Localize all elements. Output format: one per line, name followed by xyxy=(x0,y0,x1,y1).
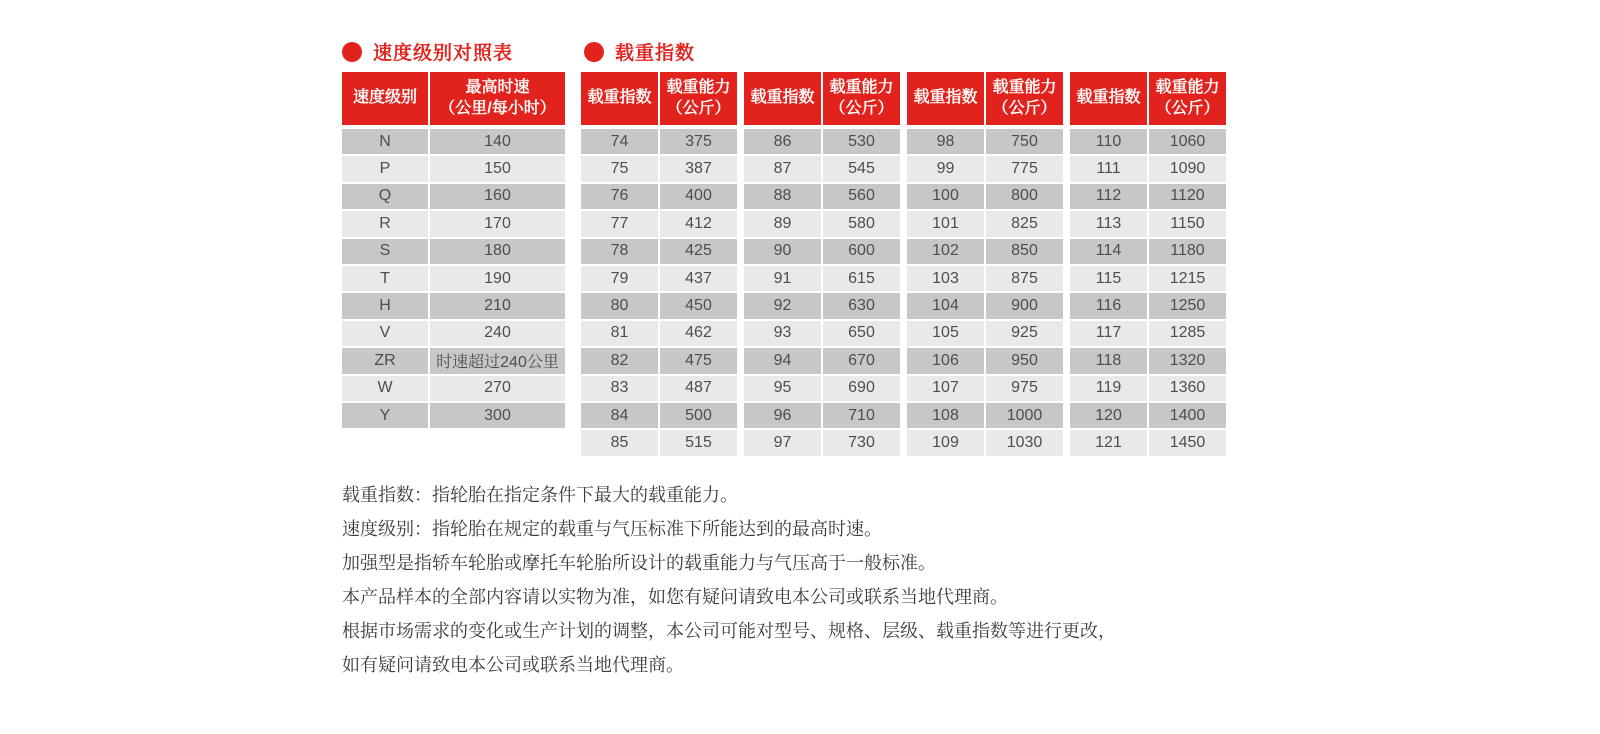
load-index-row xyxy=(744,293,900,318)
load-index-cell: 108 xyxy=(907,403,984,428)
load-capacity-cell: 387 xyxy=(660,156,737,181)
max-speed-cell: 160 xyxy=(430,184,565,209)
load-index-cell: 117 xyxy=(1070,321,1147,346)
load-index-cell: 88 xyxy=(744,184,821,209)
load-index-cell: 101 xyxy=(907,211,984,236)
load-index-column-header: 载重指数 xyxy=(1070,72,1147,125)
load-index-row xyxy=(1070,376,1226,401)
load-index-group xyxy=(907,72,1063,458)
load-index-cell: 114 xyxy=(1070,239,1147,264)
load-index-cell: 77 xyxy=(581,211,658,236)
load-capacity-cell: 800 xyxy=(986,184,1063,209)
load-index-row xyxy=(1070,293,1226,318)
load-index-row xyxy=(1070,211,1226,236)
load-capacity-cell: 825 xyxy=(986,211,1063,236)
load-index-cell: 74 xyxy=(581,129,658,154)
load-index-cell: 86 xyxy=(744,129,821,154)
load-index-row xyxy=(581,348,737,373)
load-index-cell: 81 xyxy=(581,321,658,346)
max-speed-cell: 270 xyxy=(430,376,565,401)
max-speed-cell: 时速超过240公里 xyxy=(430,348,565,373)
load-index-cell: 99 xyxy=(907,156,984,181)
load-index-cell: 118 xyxy=(1070,348,1147,373)
load-index-row xyxy=(1070,129,1226,154)
load-index-row xyxy=(907,156,1063,181)
speed-rating-cell: W xyxy=(342,376,428,401)
load-capacity-cell: 412 xyxy=(660,211,737,236)
load-capacity-cell: 462 xyxy=(660,321,737,346)
load-index-row xyxy=(744,184,900,209)
load-capacity-cell: 690 xyxy=(823,376,900,401)
load-capacity-cell: 875 xyxy=(986,266,1063,291)
max-speed-cell: 170 xyxy=(430,211,565,236)
speed-table-row xyxy=(342,239,565,264)
load-index-cell: 95 xyxy=(744,376,821,401)
load-index-cell: 121 xyxy=(1070,430,1147,455)
load-index-cell: 85 xyxy=(581,430,658,455)
load-index-cell: 115 xyxy=(1070,266,1147,291)
load-index-group-header xyxy=(907,72,1063,125)
load-index-cell: 112 xyxy=(1070,184,1147,209)
load-index-cell: 102 xyxy=(907,239,984,264)
load-index-cell: 87 xyxy=(744,156,821,181)
load-index-row xyxy=(581,430,737,455)
max-speed-cell: 240 xyxy=(430,321,565,346)
load-index-row xyxy=(907,211,1063,236)
load-capacity-cell: 775 xyxy=(986,156,1063,181)
speed-rating-cell: Y xyxy=(342,403,428,428)
load-index-row xyxy=(581,321,737,346)
load-index-cell: 80 xyxy=(581,293,658,318)
load-capacity-cell: 1250 xyxy=(1149,293,1226,318)
load-index-group-header xyxy=(744,72,900,125)
load-capacity-column-header: 载重能力 （公斤） xyxy=(986,72,1063,125)
load-capacity-cell: 925 xyxy=(986,321,1063,346)
red-bullet-icon xyxy=(584,42,604,62)
speed-table-row xyxy=(342,211,565,236)
load-capacity-cell: 545 xyxy=(823,156,900,181)
speed-table-row xyxy=(342,293,565,318)
load-index-cell: 105 xyxy=(907,321,984,346)
load-index-table xyxy=(581,72,1226,458)
load-index-group-header xyxy=(1070,72,1226,125)
load-capacity-cell: 1285 xyxy=(1149,321,1226,346)
load-index-group xyxy=(1070,72,1226,458)
load-capacity-cell: 670 xyxy=(823,348,900,373)
max-speed-cell: 300 xyxy=(430,403,565,428)
load-index-row xyxy=(1070,266,1226,291)
max-speed-cell: 150 xyxy=(430,156,565,181)
speed-table-title-text: 速度级别对照表 xyxy=(373,43,514,64)
load-index-row xyxy=(1070,321,1226,346)
load-index-column-header: 载重指数 xyxy=(744,72,821,125)
load-capacity-cell: 950 xyxy=(986,348,1063,373)
load-capacity-cell: 615 xyxy=(823,266,900,291)
speed-table-row xyxy=(342,376,565,401)
load-capacity-column-header: 载重能力 （公斤） xyxy=(823,72,900,125)
load-index-cell: 104 xyxy=(907,293,984,318)
load-index-row xyxy=(744,430,900,455)
load-index-cell: 75 xyxy=(581,156,658,181)
load-capacity-cell: 750 xyxy=(986,129,1063,154)
load-capacity-cell: 400 xyxy=(660,184,737,209)
speed-table-row xyxy=(342,403,565,428)
note-line: 速度级别：指轮胎在规定的载重与气压标准下所能达到的最高时速。 xyxy=(342,519,882,539)
load-index-row xyxy=(581,211,737,236)
load-capacity-cell: 850 xyxy=(986,239,1063,264)
speed-rating-cell: R xyxy=(342,211,428,236)
load-index-cell: 96 xyxy=(744,403,821,428)
load-capacity-cell: 1215 xyxy=(1149,266,1226,291)
max-speed-column-header xyxy=(430,72,565,125)
load-index-row xyxy=(744,321,900,346)
speed-table-row xyxy=(342,184,565,209)
load-index-row xyxy=(581,156,737,181)
load-index-row xyxy=(1070,348,1226,373)
speed-table-title xyxy=(342,38,513,65)
load-index-cell: 83 xyxy=(581,376,658,401)
load-index-row xyxy=(1070,156,1226,181)
speed-rating-cell: H xyxy=(342,293,428,318)
load-capacity-cell: 1400 xyxy=(1149,403,1226,428)
load-index-cell: 97 xyxy=(744,430,821,455)
note-line: 载重指数：指轮胎在指定条件下最大的载重能力。 xyxy=(342,485,738,505)
load-capacity-cell: 600 xyxy=(823,239,900,264)
load-index-row xyxy=(744,239,900,264)
max-speed-cell: 210 xyxy=(430,293,565,318)
load-index-row xyxy=(907,184,1063,209)
speed-table-header xyxy=(342,72,565,125)
load-capacity-cell: 650 xyxy=(823,321,900,346)
load-capacity-cell: 1450 xyxy=(1149,430,1226,455)
load-capacity-cell: 730 xyxy=(823,430,900,455)
load-index-cell: 106 xyxy=(907,348,984,373)
load-capacity-cell: 437 xyxy=(660,266,737,291)
max-speed-cell: 190 xyxy=(430,266,565,291)
load-index-group xyxy=(581,72,737,458)
load-index-row xyxy=(581,129,737,154)
load-index-group-header xyxy=(581,72,737,125)
load-capacity-cell: 530 xyxy=(823,129,900,154)
speed-table-row xyxy=(342,129,565,154)
note-line: 加强型是指轿车轮胎或摩托车轮胎所设计的载重能力与气压高于一般标准。 xyxy=(342,553,936,573)
load-index-row xyxy=(581,239,737,264)
load-index-row xyxy=(581,184,737,209)
load-index-cell: 109 xyxy=(907,430,984,455)
load-index-cell: 103 xyxy=(907,266,984,291)
load-index-row xyxy=(907,376,1063,401)
load-index-cell: 107 xyxy=(907,376,984,401)
load-index-row xyxy=(907,321,1063,346)
note-line: 如有疑问请致电本公司或联系当地代理商。 xyxy=(342,655,684,675)
load-index-row xyxy=(744,376,900,401)
load-index-row xyxy=(907,293,1063,318)
load-index-row xyxy=(1070,239,1226,264)
load-index-row xyxy=(907,403,1063,428)
load-index-row xyxy=(1070,430,1226,455)
load-index-cell: 78 xyxy=(581,239,658,264)
load-capacity-cell: 1360 xyxy=(1149,376,1226,401)
speed-table-row xyxy=(342,348,565,373)
load-capacity-cell: 425 xyxy=(660,239,737,264)
load-index-row xyxy=(581,376,737,401)
load-capacity-cell: 1150 xyxy=(1149,211,1226,236)
load-index-title xyxy=(584,38,695,65)
load-capacity-cell: 975 xyxy=(986,376,1063,401)
load-index-cell: 111 xyxy=(1070,156,1147,181)
max-speed-header-line1: 最高时速 xyxy=(465,78,530,96)
load-index-cell: 110 xyxy=(1070,129,1147,154)
load-index-row xyxy=(581,293,737,318)
load-index-cell: 94 xyxy=(744,348,821,373)
speed-rating-cell: T xyxy=(342,266,428,291)
speed-rating-header-label: 速度级别 xyxy=(352,89,417,107)
load-capacity-cell: 580 xyxy=(823,211,900,236)
load-index-row xyxy=(581,403,737,428)
load-capacity-cell: 515 xyxy=(660,430,737,455)
max-speed-cell: 140 xyxy=(430,129,565,154)
load-index-cell: 113 xyxy=(1070,211,1147,236)
speed-table-row xyxy=(342,321,565,346)
load-capacity-column-header: 载重能力 （公斤） xyxy=(660,72,737,125)
load-index-row xyxy=(744,266,900,291)
speed-rating-cell: ZR xyxy=(342,348,428,373)
load-index-row xyxy=(1070,184,1226,209)
load-capacity-cell: 560 xyxy=(823,184,900,209)
load-capacity-cell: 500 xyxy=(660,403,737,428)
load-capacity-cell: 487 xyxy=(660,376,737,401)
load-index-row xyxy=(744,403,900,428)
speed-rating-cell: S xyxy=(342,239,428,264)
load-index-row xyxy=(1070,403,1226,428)
load-capacity-cell: 450 xyxy=(660,293,737,318)
speed-rating-cell: V xyxy=(342,321,428,346)
load-capacity-cell: 1060 xyxy=(1149,129,1226,154)
load-capacity-cell: 1090 xyxy=(1149,156,1226,181)
load-capacity-cell: 1120 xyxy=(1149,184,1226,209)
load-capacity-cell: 1030 xyxy=(986,430,1063,455)
speed-rating-table xyxy=(342,72,565,430)
load-index-title-text: 载重指数 xyxy=(615,43,696,64)
load-capacity-column-header: 载重能力 （公斤） xyxy=(1149,72,1226,125)
note-line: 本产品样本的全部内容请以实物为准，如您有疑问请致电本公司或联系当地代理商。 xyxy=(342,587,1008,607)
load-capacity-cell: 900 xyxy=(986,293,1063,318)
load-index-cell: 82 xyxy=(581,348,658,373)
speed-table-row xyxy=(342,266,565,291)
load-capacity-cell: 710 xyxy=(823,403,900,428)
load-capacity-cell: 475 xyxy=(660,348,737,373)
load-index-row xyxy=(907,348,1063,373)
load-index-cell: 76 xyxy=(581,184,658,209)
load-index-cell: 91 xyxy=(744,266,821,291)
speed-rating-cell: N xyxy=(342,129,428,154)
speed-rating-cell: Q xyxy=(342,184,428,209)
load-index-cell: 92 xyxy=(744,293,821,318)
load-index-cell: 98 xyxy=(907,129,984,154)
load-index-row xyxy=(907,239,1063,264)
load-index-row xyxy=(744,156,900,181)
load-index-cell: 116 xyxy=(1070,293,1147,318)
load-index-cell: 119 xyxy=(1070,376,1147,401)
load-capacity-cell: 1000 xyxy=(986,403,1063,428)
load-index-row xyxy=(907,430,1063,455)
speed-table-body xyxy=(342,129,565,428)
load-index-cell: 89 xyxy=(744,211,821,236)
load-index-cell: 84 xyxy=(581,403,658,428)
load-index-row xyxy=(744,211,900,236)
load-capacity-cell: 375 xyxy=(660,129,737,154)
load-index-row xyxy=(581,266,737,291)
red-bullet-icon xyxy=(342,42,362,62)
load-index-group xyxy=(744,72,900,458)
max-speed-header-line2: （公里/每小时） xyxy=(439,99,556,117)
note-line: 根据市场需求的变化或生产计划的调整，本公司可能对型号、规格、层级、载重指数等进行更改， xyxy=(342,621,1116,641)
load-index-cell: 93 xyxy=(744,321,821,346)
load-index-row xyxy=(744,348,900,373)
speed-rating-cell: P xyxy=(342,156,428,181)
load-index-row xyxy=(744,129,900,154)
load-capacity-cell: 630 xyxy=(823,293,900,318)
load-index-cell: 79 xyxy=(581,266,658,291)
load-capacity-cell: 1180 xyxy=(1149,239,1226,264)
notes-block xyxy=(342,478,1162,682)
load-capacity-cell: 1320 xyxy=(1149,348,1226,373)
load-index-column-header: 载重指数 xyxy=(581,72,658,125)
load-index-cell: 90 xyxy=(744,239,821,264)
load-index-row xyxy=(907,129,1063,154)
speed-rating-column-header xyxy=(342,72,428,125)
load-index-cell: 100 xyxy=(907,184,984,209)
load-index-row xyxy=(907,266,1063,291)
max-speed-cell: 180 xyxy=(430,239,565,264)
load-index-column-header: 载重指数 xyxy=(907,72,984,125)
load-index-cell: 120 xyxy=(1070,403,1147,428)
speed-table-row xyxy=(342,156,565,181)
